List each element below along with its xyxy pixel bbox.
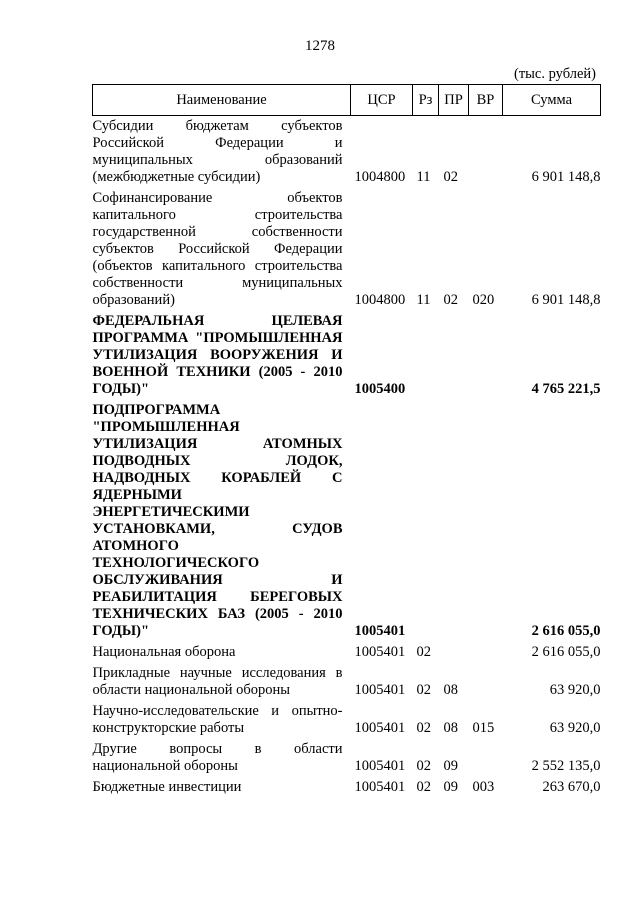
row-name-cell: [93, 775, 351, 796]
row-pr: [439, 309, 469, 398]
row-name-cell: [93, 398, 351, 640]
row-vr: 015: [472, 720, 495, 736]
table-row: [93, 661, 601, 699]
table-row: [93, 775, 601, 796]
row-sum: 63 920,0: [549, 720, 601, 736]
row-vr: [469, 640, 503, 661]
row-name: Субсидии бюджетам субъектов Российской Федерации и муниципальных образований (межбюджетные субсидии): [92, 118, 343, 185]
row-csr: 1005401: [354, 758, 406, 774]
row-rz: 02: [416, 779, 431, 795]
row-name-cell: [93, 737, 351, 775]
row-vr: [469, 398, 503, 640]
table-row: [93, 699, 601, 737]
row-name-cell: [93, 116, 351, 187]
row-sum: 6 901 148,8: [531, 169, 601, 185]
row-rz: [413, 398, 439, 640]
row-name: Национальная оборона: [92, 644, 236, 660]
table-row: [93, 398, 601, 640]
row-pr: 02: [443, 169, 458, 185]
row-sum: 263 670,0: [542, 779, 601, 795]
row-pr: 08: [443, 720, 458, 736]
header-vr: ВР: [469, 85, 503, 116]
row-rz: 11: [416, 169, 431, 185]
row-csr: 1005401: [354, 623, 406, 639]
row-name-cell: [93, 309, 351, 398]
row-name-cell: [93, 640, 351, 661]
table-row: [93, 309, 601, 398]
row-csr: 1005401: [354, 779, 406, 795]
row-vr: [469, 661, 503, 699]
table-row: [93, 640, 601, 661]
row-pr: 09: [443, 779, 458, 795]
row-vr: 003: [472, 779, 495, 795]
row-csr: 1005400: [354, 381, 406, 397]
row-name-cell: [93, 186, 351, 309]
row-rz: 02: [416, 758, 431, 774]
row-sum: 2 616 055,0: [531, 623, 601, 639]
row-vr: [469, 116, 503, 187]
row-sum: 2 616 055,0: [531, 644, 601, 660]
row-pr: [439, 640, 469, 661]
row-csr: 1004800: [354, 292, 406, 308]
row-rz: [413, 309, 439, 398]
row-pr: [439, 398, 469, 640]
row-name: Прикладные научные исследования в области национальной обороны: [92, 665, 343, 698]
row-sum: 2 552 135,0: [531, 758, 601, 774]
row-csr: 1005401: [354, 644, 406, 660]
row-name: Бюджетные инвестиции: [92, 779, 242, 795]
header-sum: Сумма: [503, 85, 601, 116]
page-number: 1278: [305, 38, 335, 54]
row-pr: 02: [443, 292, 458, 308]
header-pr: ПР: [439, 85, 469, 116]
units-note: (тыс. рублей): [514, 66, 596, 82]
header-name: Наименование: [93, 85, 351, 116]
row-csr: 1005401: [354, 720, 406, 736]
row-name-cell: [93, 699, 351, 737]
row-vr: [469, 309, 503, 398]
table-body: [93, 116, 601, 797]
header-rz: Рз: [413, 85, 439, 116]
row-name: Софинансирование объектов капитального строительства государственной собственности субъектов Российской Федерации (объектов капитального строительства собственности муниципальных образований): [92, 190, 343, 308]
table-row: [93, 737, 601, 775]
row-vr: 020: [472, 292, 495, 308]
row-name-cell: [93, 661, 351, 699]
header-csr: ЦСР: [351, 85, 413, 116]
row-rz: 11: [416, 292, 431, 308]
row-name: ФЕДЕРАЛЬНАЯ ЦЕЛЕВАЯ ПРОГРАММА "ПРОМЫШЛЕННАЯ УТИЛИЗАЦИЯ ВООРУЖЕНИЯ И ВОЕННОЙ ТЕХНИКИ (2005 - 2010 ГОДЫ)": [92, 313, 343, 397]
budget-table: [92, 84, 601, 796]
row-name: ПОДПРОГРАММА "ПРОМЫШЛЕННАЯ УТИЛИЗАЦИЯ АТОМНЫХ ПОДВОДНЫХ ЛОДОК, НАДВОДНЫХ КОРАБЛЕЙ С ЯДЕРНЫМИ ЭНЕРГЕТИЧЕСКИМИ УСТАНОВКАМИ, СУДОВ АТОМНОГО ТЕХНОЛОГИЧЕСКОГО ОБСЛУЖИВАНИЯ И РЕАБИЛИТАЦИЯ БЕРЕГОВЫХ ТЕХНИЧЕСКИХ БАЗ (2005 - 2010 ГОДЫ)": [92, 402, 343, 639]
row-name: Другие вопросы в области национальной обороны: [92, 741, 343, 774]
row-name: Научно-исследовательские и опытно-конструкторские работы: [92, 703, 343, 736]
table-row: [93, 116, 601, 187]
table-row: [93, 186, 601, 309]
row-csr: 1005401: [354, 682, 406, 698]
row-sum: 4 765 221,5: [531, 381, 601, 397]
row-rz: 02: [416, 644, 431, 660]
row-rz: 02: [416, 720, 431, 736]
row-csr: 1004800: [354, 169, 406, 185]
row-pr: 08: [443, 682, 458, 698]
row-sum: 6 901 148,8: [531, 292, 601, 308]
row-rz: 02: [416, 682, 431, 698]
row-sum: 63 920,0: [549, 682, 601, 698]
row-pr: 09: [443, 758, 458, 774]
row-vr: [469, 737, 503, 775]
table-header: [93, 85, 601, 116]
